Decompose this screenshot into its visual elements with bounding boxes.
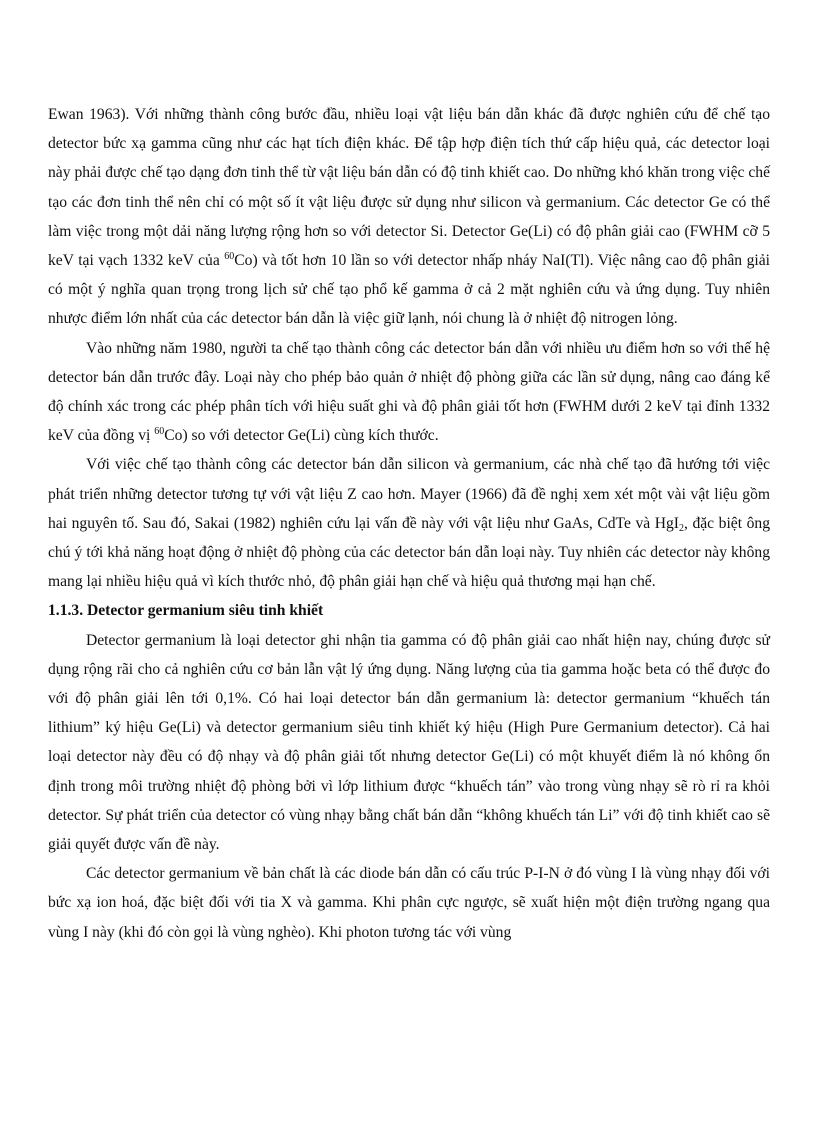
paragraph-1-text-a: Ewan 1963). Với những thành công bước đầu, nhiều loại vật liệu bán dẫn khác đã được nghiên cứu để chế tạo detector bức xạ gamma cũng như các hạt tích điện khác. Để tập hợp điện tích thứ cấp hiệu quả, các detector loại này phải được chế tạo dạng đơn tinh thể từ vật liệu bán dẫn có độ tinh khiết cao. Do những khó khăn trong việc chế tạo các đơn tinh thể nên chỉ có một số ít vật liệu được sử dụng như silicon và germanium. Các detector Ge có thể làm việc trong một dải năng lượng rộng hơn so với detector Si. Detector Ge(Li) có độ phân giải cao (FWHM cỡ 5 keV tại vạch 1332 keV của [48, 106, 770, 270]
formula-subscript: 2 [679, 522, 684, 534]
section-heading: 1.1.3. Detector germanium siêu tinh khiết [48, 602, 324, 620]
paragraph-1 [48, 100, 770, 334]
paragraph-2-text-a: Vào những năm 1980, người ta chế tạo thành công các detector bán dẫn với nhiều ưu điểm hơn so với thế hệ detector bán dẫn trước đây. Loại này cho phép bảo quản ở nhiệt độ phòng giữa các lần sử dụng, nâng cao đáng kể độ chính xác trong các phép phân tích với hiệu suất ghi và độ phân giải tốt hơn (FWHM dưới 2 keV tại đỉnh 1332 keV của đồng vị [48, 339, 770, 445]
paragraph-3-text-b: , đặc biệt ông chú ý tới khả năng hoạt động ở nhiệt độ phòng của các detector bán dẫn loại này. Tuy nhiên các detector này không mang lại nhiều hiệu quả vì kích thước nhỏ, độ phân giải hạn chế và hiệu quả thương mại hạn chế. [48, 514, 770, 591]
isotope-superscript: 60 [224, 251, 235, 263]
paragraph-4: Detector germanium là loại detector ghi nhận tia gamma có độ phân giải cao nhất hiện nay, chúng được sử dụng rộng rãi cho cả nghiên cứu cơ bản lẫn vật lý ứng dụng. Năng lượng của tia gamma hoặc beta có thể được đo với độ phân giải lên tới 0,1%. Có hai loại detector bán dẫn germanium là: detector germanium “khuếch tán lithium” ký hiệu Ge(Li) và detector germanium siêu tinh khiết ký hiệu (High Pure Germanium detector). Cả hai loại detector này đều có độ nhạy và độ phân giải tốt nhưng detector Ge(Li) có một khuyết điểm là nó không ổn định trong môi trường nhiệt độ phòng bởi vì lớp lithium được “khuếch tán” vào trong vùng nhạy sẽ rò rỉ ra khỏi detector. Sự phát triển của detector có vùng nhạy bằng chất bán dẫn “không khuếch tán Li” với độ tinh khiết cao sẽ giải quyết được vấn đề này. [48, 631, 770, 854]
paragraph-5: Các detector germanium về bản chất là các diode bán dẫn có cấu trúc P-I-N ở đó vùng I là vùng nhạy đối với bức xạ ion hoá, đặc biệt đối với tia X và gamma. Khi phân cực ngược, sẽ xuất hiện một điện trường ngang qua vùng I này (khi đó còn gọi là vùng nghèo). Khi photon tương tác với vùng [48, 865, 770, 941]
isotope-superscript: 60 [154, 426, 165, 438]
paragraph-2-text-b: Co) so với detector Ge(Li) cùng kích thước. [164, 427, 439, 445]
paragraph-2 [48, 334, 770, 451]
document-body [48, 100, 770, 947]
paragraph-3 [48, 450, 770, 596]
paragraph-3-text-a: Với việc chế tạo thành công các detector bán dẫn silicon và germanium, các nhà chế tạo đã hướng tới việc phát triển những detector tương tự với vật liệu Z cao hơn. Mayer (1966) đã đề nghị xem xét một vài vật liệu gồm hai nguyên tố. Sau đó, Sakai (1982) nghiên cứu lại vấn đề này với vật liệu như GaAs, CdTe và HgI [48, 456, 770, 532]
paragraph-1-text-b: Co) và tốt hơn 10 lần so với detector nhấp nháy NaI(Tl). Việc nâng cao độ phân giải có một ý nghĩa quan trọng trong lịch sử chế tạo phổ kế gamma ở cả 2 mặt nghiên cứu và ứng dụng. Tuy nhiên nhược điểm lớn nhất của các detector bán dẫn là việc giữ lạnh, nói chung là ở nhiệt độ nitrogen lỏng. [48, 252, 770, 328]
